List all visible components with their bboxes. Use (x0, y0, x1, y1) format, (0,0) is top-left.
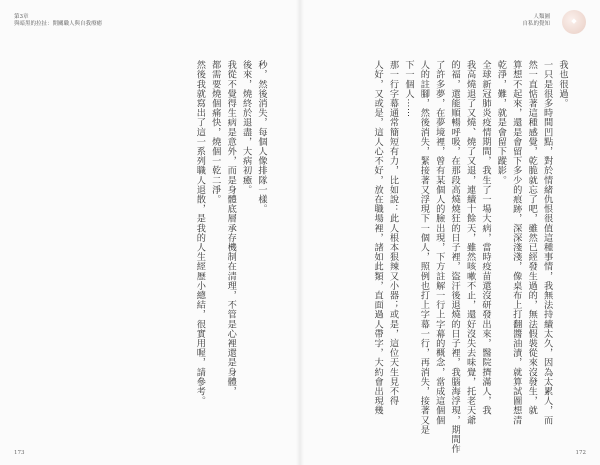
page-number: 173 (14, 450, 25, 456)
text-column: 了許多夢，在夢境裡，曾有某個人的臉出現，下方註解一行上字幕的概念，當成這個個 (433, 60, 445, 425)
text-column: 下一個人⋯⋯ (402, 60, 414, 118)
chapter-title: 與暗黑的拉扯：開關職人與自我療癒 (14, 21, 103, 27)
text-column: 的福，還能順暢呼吸，在那段高燒燒狂的日子裡，盜汗後退燒的日子裡，我腦海浮現，期間作 (449, 60, 461, 454)
left-page-body (192, 60, 269, 406)
text-column: 算想不起來，還是會留下多少的痕跡，深深淺淺，像桌布上打翻醬油漬，就算試圖想清 (510, 60, 522, 425)
text-column: 我高燒退了又燒、燒了又退，連續十餘天，雖然咳嗽不止，還好沒失去味覺，托老天爺 (464, 60, 476, 425)
chapter-label: 第3章 (14, 14, 29, 20)
text-column: 那一行字幕通常簡短有力，比如說：此人根本狠辣又小器；或是，這位天生見不得 (387, 60, 399, 406)
text-column: 秒，然後消失，每個人像排隊一樣。 (256, 60, 267, 214)
text-column: 人好，又或是，這人心不好，放在職場裡，諸如此類，直面過人帶字，大約會出現幾 (372, 60, 384, 416)
text-column: 一只是很多時間凹點，對於情緒仇恨很值這種事情，我無法持續太久，因為太累人，而 (541, 60, 553, 425)
text-column: 後來，燒終於退盡，大病初癒。 (240, 60, 252, 195)
text-column: 人的註腳，然後消失，緊接著又浮現下一個人，照例也打上字幕一行，再消失，接著又是 (418, 60, 430, 435)
page-number: 172 (575, 450, 586, 456)
book-subtitle: 自私的覺知 (522, 21, 550, 27)
book-title: 人類圖 (533, 14, 550, 20)
text-column: 乾淨，難，就是會留下蹤影。 (495, 60, 507, 185)
medallion-glyph: ◆ (571, 17, 577, 25)
text-column: 我也很過。 (557, 60, 568, 108)
medallion-icon (562, 10, 586, 34)
text-column: 全球新冠肺炎疫情期間，我生了一場大病，當時疫苗還沒研發出來，醫院擠滿人，我 (479, 60, 491, 416)
text-column: 然一直惦著這種感覺，乾脆就忘了吧，雖然已經發生過的，無法假裝從來沒發生，就 (526, 60, 538, 416)
text-column: 我從不覺得生病是意外，而是身體底層承存機制在清理，不管是心裡還是身體， (225, 60, 237, 396)
right-page-body (370, 60, 570, 454)
text-column: 都需要燒個痛快，燒個一乾二淨。 (209, 60, 221, 204)
running-head (14, 14, 102, 28)
text-column: 然後我就寫出了這一系列職人退散，是我的人生經歷小總結，很實用喔，請參考。 (194, 60, 206, 406)
book-gutter (296, 0, 304, 465)
running-head (522, 14, 550, 28)
